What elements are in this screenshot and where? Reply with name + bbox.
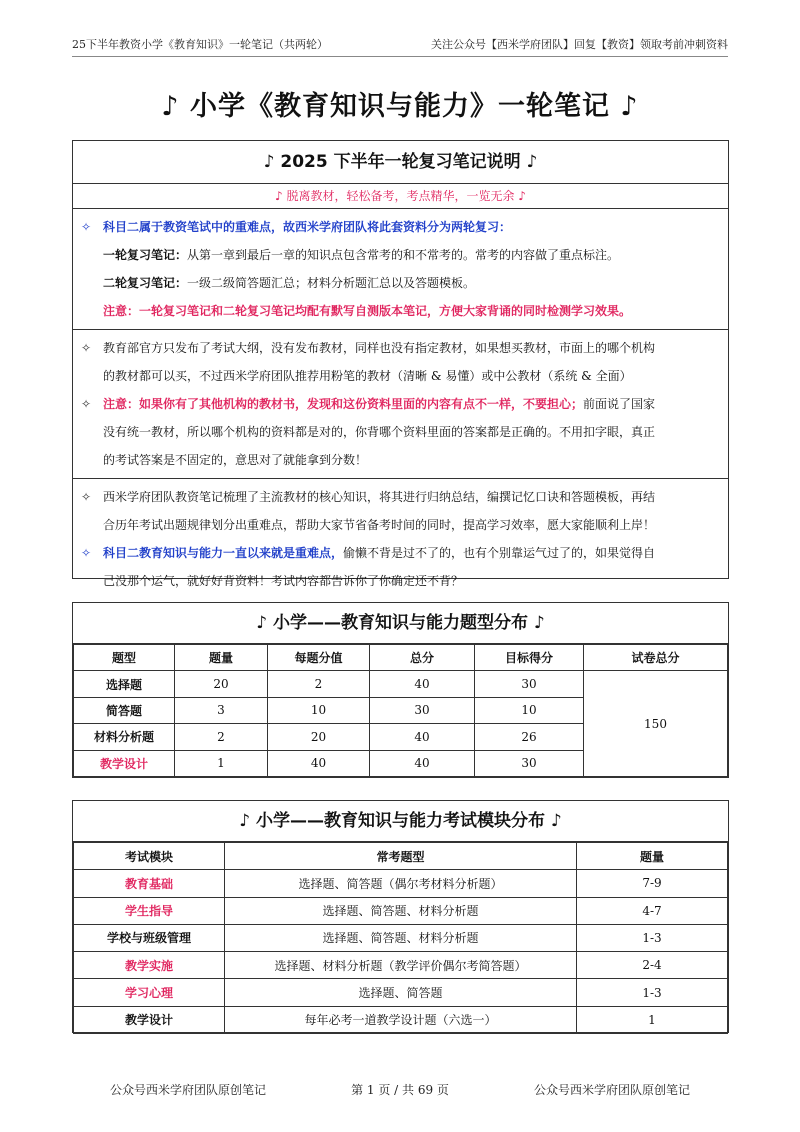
sparkle-icon: ✧ — [81, 546, 92, 560]
table-header: 目标得分 — [475, 645, 584, 671]
intro-slogan: ♪ 脱离教材，轻松备考，考点精华，一览无余 ♪ — [73, 184, 728, 209]
table-cell: 1-3 — [577, 979, 728, 1006]
table-header: 总分 — [370, 645, 475, 671]
table-cell: 教育基础 — [74, 870, 225, 897]
table-cell: 学生指导 — [74, 897, 225, 924]
question-types-box — [72, 602, 729, 778]
table-cell: 40 — [370, 671, 475, 697]
sparkle-icon: ✧ — [81, 397, 92, 411]
header-left-text: 25下半年教资小学《教育知识》一轮笔记（共两轮） — [72, 38, 328, 51]
intro-section-notes — [73, 479, 728, 599]
round2-text: 一级二级简答题汇总；材料分析题汇总以及答题模板。 — [187, 276, 476, 290]
notes-line-2: 合历年考试出题规律划分出重难点，帮助大家节省备考时间的同时，提高学习效率，愿大家能顺利上岸！ — [103, 518, 656, 532]
table-cell: 30 — [475, 671, 584, 697]
footer-right-text: 公众号西米学府团队原创笔记 — [533, 1083, 690, 1097]
table-cell: 40 — [370, 724, 475, 750]
page-footer — [110, 1081, 690, 1098]
table-cell: 选择题、简答题（偶尔考材料分析题） — [225, 870, 577, 897]
table-cell: 选择题、简答题 — [225, 979, 577, 1006]
table-cell: 30 — [475, 750, 584, 776]
page-number: 第 1 页 / 共 69 页 — [351, 1083, 449, 1097]
table-cell: 材料分析题 — [74, 724, 175, 750]
textbook-warning: 注意：如果你有了其他机构的教材书，发现和这份资料里面的内容有点不一样，不要担心； — [103, 397, 584, 411]
table-cell: 每年必考一道教学设计题（六选一） — [225, 1006, 577, 1033]
exam-modules-title: ♪ 小学——教育知识与能力考试模块分布 ♪ — [73, 801, 728, 842]
table-cell: 2 — [175, 724, 268, 750]
table-cell: 20 — [175, 671, 268, 697]
round2-label: 二轮复习笔记： — [103, 276, 188, 290]
table-cell: 选择题、简答题、材料分析题 — [225, 897, 577, 924]
table-cell: 选择题、材料分析题（教学评价偶尔考简答题） — [225, 952, 577, 979]
table-cell: 2 — [268, 671, 370, 697]
textbook-line-3: 前面说了国家 — [583, 397, 656, 411]
table-cell: 简答题 — [74, 697, 175, 723]
round1-label: 一轮复习笔记： — [103, 248, 188, 262]
sparkle-icon: ✧ — [81, 341, 92, 355]
table-header: 考试模块 — [74, 843, 225, 870]
header-right-text: 关注公众号【西米学府团队】回复【教资】领取考前冲刺资料 — [431, 38, 728, 51]
intro-section-structure — [73, 209, 728, 330]
page-title: ♪ 小学《教育知识与能力》一轮笔记 ♪ — [161, 91, 639, 122]
exam-modules-box — [72, 800, 729, 1033]
table-cell: 1-3 — [577, 924, 728, 951]
notes-line-4: 己没那个运气，就好好背资料！考试内容都告诉你了你确定还不背？ — [103, 574, 464, 588]
table-row — [74, 671, 728, 697]
notes-line-1: 西米学府团队教资笔记梳理了主流教材的核心知识，将其进行归纳总结，编撰记忆口诀和答题模板，再结 — [103, 490, 656, 504]
table-cell: 教学实施 — [74, 952, 225, 979]
exam-modules-table — [73, 842, 728, 1034]
table-cell: 20 — [268, 724, 370, 750]
table-cell: 40 — [370, 750, 475, 776]
notes-line-3: 偷懒不背是过不了的，也有个别靠运气过了的，如果觉得自 — [343, 546, 656, 560]
notes-emphasis: 科目二教育知识与能力一直以来就是重难点， — [103, 546, 344, 560]
table-cell: 40 — [268, 750, 370, 776]
table-cell: 学习心理 — [74, 979, 225, 1006]
table-cell: 7-9 — [577, 870, 728, 897]
table-header: 题量 — [175, 645, 268, 671]
table-row — [74, 952, 728, 979]
table-cell: 4-7 — [577, 897, 728, 924]
textbook-line-4: 没有统一教材，所以哪个机构的资料都是对的，你背哪个资料里面的答案都是正确的。不用扣字眼，真正 — [103, 425, 656, 439]
table-cell: 1 — [577, 1006, 728, 1033]
textbook-line-2: 的教材都可以买，不过西米学府团队推荐用粉笔的教材（清晰 & 易懂）或中公教材（系统 & 全面） — [103, 369, 632, 383]
round1-text: 从第一章到最后一章的知识点包含常考的和不常考的。常考的内容做了重点标注。 — [187, 248, 620, 262]
intro-section-textbook — [73, 330, 728, 479]
table-row — [74, 897, 728, 924]
table-cell: 10 — [268, 697, 370, 723]
table-row — [74, 870, 728, 897]
table-header: 常考题型 — [225, 843, 577, 870]
table-header-row — [74, 645, 728, 671]
table-cell: 选择题、简答题、材料分析题 — [225, 924, 577, 951]
structure-intro-text: 科目二属于教资笔试中的重难点，故西米学府团队将此套资料分为两轮复习： — [103, 220, 512, 234]
table-cell: 10 — [475, 697, 584, 723]
footer-left-text: 公众号西米学府团队原创笔记 — [110, 1083, 267, 1097]
total-score-cell: 150 — [584, 671, 728, 777]
table-cell: 30 — [370, 697, 475, 723]
table-cell: 教学设计 — [74, 750, 175, 776]
table-header-row — [74, 843, 728, 870]
table-cell: 3 — [175, 697, 268, 723]
sparkle-icon: ✧ — [81, 220, 92, 234]
table-cell: 选择题 — [74, 671, 175, 697]
structure-note: 注意：一轮复习笔记和二轮复习笔记均配有默写自测版本笔记，方便大家背诵的同时检测学习效果。 — [103, 304, 632, 318]
question-types-table — [73, 644, 728, 777]
table-row — [74, 924, 728, 951]
textbook-line-5: 的考试答案是不固定的，意思对了就能拿到分数！ — [103, 453, 368, 467]
table-row — [74, 1006, 728, 1033]
table-header: 每题分值 — [268, 645, 370, 671]
intro-title: ♪ 2025 下半年一轮复习笔记说明 ♪ — [73, 141, 728, 184]
table-header: 试卷总分 — [584, 645, 728, 671]
textbook-line-1: 教育部官方只发布了考试大纲，没有发布教材，同样也没有指定教材，如果想买教材，市面上的哪个机构 — [103, 341, 656, 355]
table-cell: 1 — [175, 750, 268, 776]
intro-box — [72, 140, 729, 588]
sparkle-icon: ✧ — [81, 490, 92, 504]
table-cell: 26 — [475, 724, 584, 750]
table-cell: 教学设计 — [74, 1006, 225, 1033]
table-cell: 学校与班级管理 — [74, 924, 225, 951]
question-types-title: ♪ 小学——教育知识与能力题型分布 ♪ — [73, 603, 728, 644]
page-header — [72, 36, 728, 57]
table-header: 题型 — [74, 645, 175, 671]
table-row — [74, 979, 728, 1006]
table-cell: 2-4 — [577, 952, 728, 979]
table-header: 题量 — [577, 843, 728, 870]
